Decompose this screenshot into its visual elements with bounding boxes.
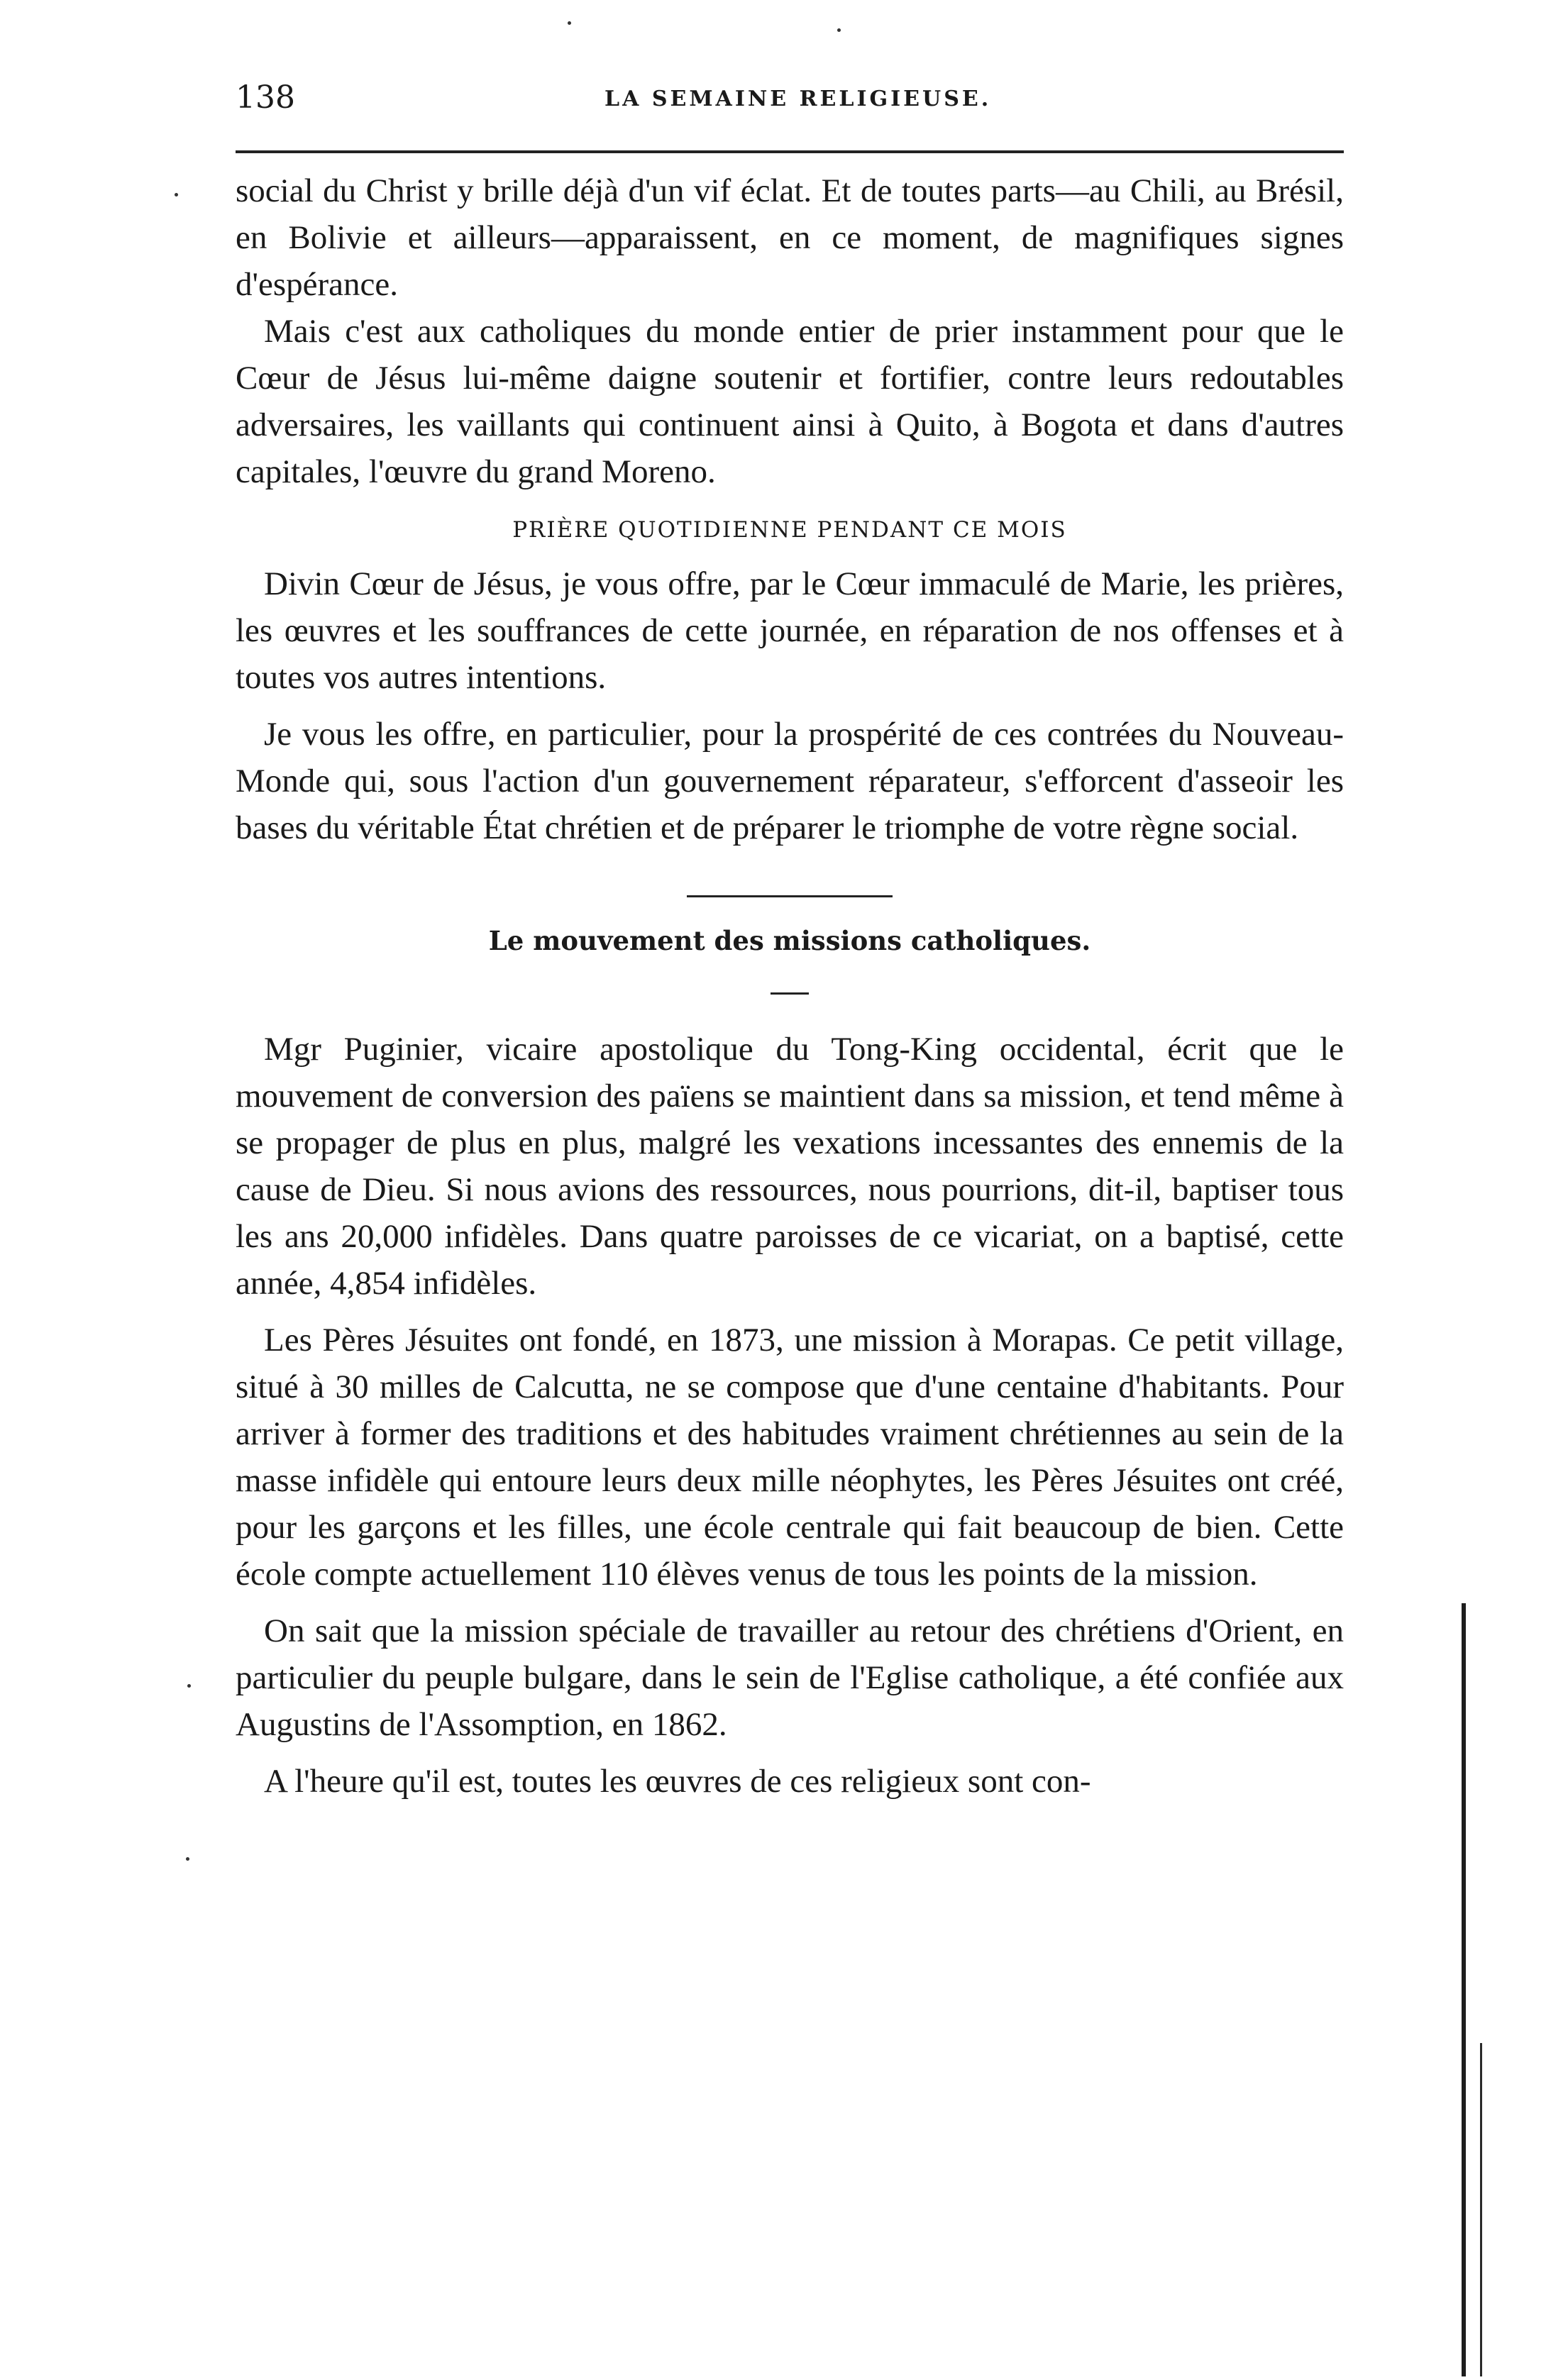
prayer-paragraph-2: Je vous les offre, en particulier, pour la prospérité de ces contrées du Nouveau-Monde qui, sous l'action d'un gouvernement réparateur, s'efforcent d'asseoir les bases du véritable État chrétien et de préparer le triomphe de votre règne social.	[236, 716, 1344, 846]
prayer-heading: PRIÈRE QUOTIDIENNE PENDANT CE MOIS	[512, 517, 1067, 543]
scan-speck	[568, 21, 571, 25]
page-header	[236, 79, 1344, 136]
scan-speck	[186, 1857, 189, 1861]
page-body	[236, 167, 1344, 1805]
paragraph-gap	[236, 701, 1344, 711]
scan-speck	[187, 1684, 191, 1688]
intro-paragraph-2: Mais c'est aux catholiques du monde entier de prier instamment pour que le Cœur de Jésus lui-même daigne soutenir et fortifier, contre leurs redoutables adversaires, les vaillants qui continuent ainsi à Quito, à Bogota et dans d'autres capitales, l'œuvre du grand Moreno.	[236, 313, 1344, 490]
missions-paragraph-2: Les Pères Jésuites ont fondé, en 1873, une mission à Morapas. Ce petit village, situé à 30 milles de Calcutta, ne se compose que d'une centaine d'habitants. Pour arriver à former des traditions et des habitudes vraiment chrétiennes au sein de la masse infidèle qui entoure leurs deux mille néophytes, les Pères Jésuites ont créé, pour les garçons et les filles, une école centrale qui fait beaucoup de bien. Cette école compte actuellement 110 élèves venus de tous les points de la mission.	[236, 1322, 1344, 1593]
section-title: Le mouvement des missions catholiques.	[488, 925, 1091, 956]
missions-paragraph-4: A l'heure qu'il est, toutes les œuvres de ces religieux sont con-	[264, 1763, 1091, 1800]
missions-paragraph-3: On sait que la mission spéciale de travailler au retour des chrétiens d'Orient, en particulier du peuple bulgare, dans le sein de l'Eglise catholique, a été confiée aux Augustins de l'Assomption, en 1862.	[236, 1612, 1344, 1743]
paragraph-gap	[236, 1598, 1344, 1607]
intro-paragraph-1: social du Christ y brille déjà d'un vif éclat. Et de toutes parts—au Chili, au Brésil, en Bolivie et ailleurs—apparaissent, en ce moment, de magnifiques signes d'espérance.	[236, 172, 1344, 303]
page-number: 138	[236, 79, 295, 116]
scan-speck	[175, 193, 178, 197]
paragraph-gap	[236, 1307, 1344, 1317]
scan-speck	[837, 28, 841, 32]
paragraph-gap	[236, 1748, 1344, 1758]
header-rule	[236, 150, 1344, 153]
missions-paragraph-1: Mgr Puginier, vicaire apostolique du Tong-King occidental, écrit que le mouvement de conversion des païens se maintient dans sa mission, et tend même à se propager de plus en plus, malgré les vexations incessantes des ennemis de la cause de Dieu. Si nous avions des ressources, nous pourrions, dit-il, baptiser tous les ans 20,000 infidèles. Dans quatre paroisses de ce vicariat, on a baptisé, cette année, 4,854 infidèles.	[236, 1031, 1344, 1302]
title-dash	[771, 992, 809, 995]
prayer-paragraph-1: Divin Cœur de Jésus, je vous offre, par le Cœur immaculé de Marie, les prières, les œuvres et les souffrances de cette journée, en réparation de nos offenses et à toutes vos autres intentions.	[236, 565, 1344, 696]
scan-edge-line	[1480, 2043, 1482, 2376]
running-title: LA SEMAINE RELIGIEUSE.	[604, 87, 992, 111]
scan-edge-shadow	[1462, 1603, 1466, 2376]
section-divider	[687, 895, 893, 897]
